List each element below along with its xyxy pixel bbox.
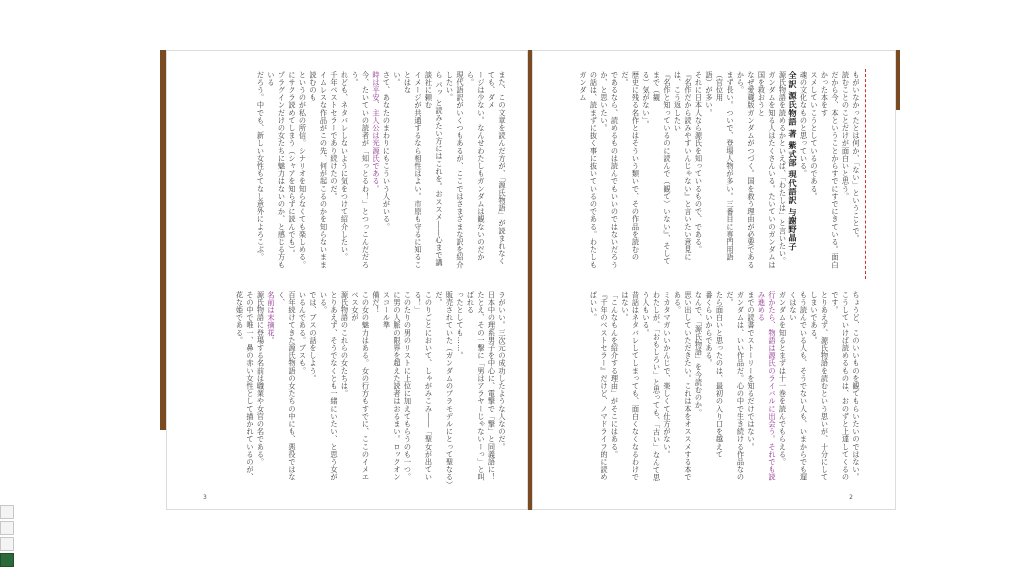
right-page [532,50,896,510]
text-line-highlighted: 名前は末摘花。 [267,291,276,345]
text-line: に男の人脈の限界を超えた読者はおるまい。ロックオンスコール準 [382,291,402,481]
text-line-highlighted: 時は平安、主人公は光源氏である。 [372,71,381,193]
text-line: それに日本人なら源氏を知っているもので、である。 [694,71,704,254]
left-tool-strip [0,505,14,576]
text-line-highlighted: 行かたら、物語は源氏のライバルに出会う。それでも読み進める [757,291,777,481]
text-line: というのが私の所信。シナリオを知らなくても楽しめる。 [298,71,308,269]
text-line: このりごとにおいて、しゃがみこみ――「聖女が出ている！」 [414,291,434,481]
text-line: ージは少ない。なんせわたしもガンダムは観ないのだから。 [466,71,486,261]
text-line: れども、ネタバレしないように気をつけて紹介したい。 [340,71,350,261]
text-line: スメしていこうとしているのである。 [810,71,819,201]
text-line: 「こんなもんを紹介する理由」がそこにはある。 [610,291,620,459]
text-line: では、ブスの話をしよう。 [309,291,318,383]
text-line: 百年続けてきた源氏物語の女たちの中にも、悪役ではなく、 [277,291,297,481]
text-line: わたしが、「おもしろい」と思っても、「古い」なんて思う人もいる。 [642,291,662,482]
text-line: 源氏物語を読めるかといえば、「わたしは」と言いたい。 [778,71,788,265]
text-line: 魂の文化なものと思っている。 [799,71,809,178]
text-line: こうしていけば読めるものは、おのずと上達してくるのです。 [831,291,851,481]
page-spread [160,50,900,510]
text-line: 語）が多い。 [705,71,714,117]
text-line: ガンダムを知る人はたくさんいる。たいていのガンダムは国を救おうと [757,71,777,269]
page-number: 2 [849,494,853,501]
grid-button[interactable] [0,521,14,535]
book-title: 全訳 源氏物語 著 紫式部 現代語訳 与謝野晶子 [788,71,798,251]
text-line: 千年ベストセラーであり続けたのだ。 [330,71,339,201]
text-line: 番くらいからである。 [705,291,714,367]
text-line: さて、あなたのまわりにもこういう人がいる。 [382,71,392,231]
text-line: 歴史に残る名作とはそういう類いで、その作品を読むのだ。 [621,71,641,261]
text-line: まず長い。ついで、登場人物が多い。三番目に専門用語（官位用 [715,71,735,261]
text-line: なぜ愛蔵版ガンダムがつづく。国を救う理由が必要であるから。 [736,71,756,269]
text-line: ミカタマガいいかんじで、楽しくて仕方がない。 [663,291,672,459]
text-line: 昔話はネタバレしてしまっても、面白くなくなるわけではない。 [621,291,641,481]
text-line: 備だ！ [372,291,381,314]
text-line: 日本中の理系男子を中心に、電撃で「撃」と同義語に！ [487,291,497,481]
text-line: い。 [393,71,402,87]
text-line: 『名作と知っているのに読んで（観て）いない』、そしてまで（観 [652,71,672,265]
text-line: ったとしても……。 [456,291,465,360]
text-line: たら面白いと思ったのは、最初の入り口を越えて [715,291,725,459]
text-line: いるんである。ブスも。 [298,291,308,375]
text-line: イムレスな作品がこの先、何が起こるのかを知らないまま読むのも [309,71,329,269]
text-line: 思い出していただきたい。これは本をオススメする本である。 [673,291,693,481]
text-line: ラがいい。三次元の成功したような人なのだ。 [498,291,507,451]
text-line: ら パッ と読みたい方にはこれを。おススメ――心まで講談社に頼む [424,71,444,267]
margin-guide [865,69,867,279]
text-line: 『名作だから読みやすいんじゃない』と言いたい意見には、こう返したい [673,71,693,261]
text-line: ガンダムを知るとまずは十一巻を読んでもらえる。 [778,291,788,466]
text-line: だろう。中でも、新しい女性もてなし意外によろこぶ。 [256,71,266,261]
text-line: なんで、「源氏物語」を今読むのか。 [694,291,704,417]
text-line: その中で唯一、鼻の赤い女性として描かれているのが、 [246,291,255,481]
text-line: 花な姫である。 [235,291,245,345]
text-line: 読むことのことだけが面白いと思う。 [841,71,851,201]
text-line: 『千年のベストセラー』だけど、ノマドライフ的に読めばいい。 [589,291,609,481]
toolbar-area [0,0,1024,50]
text-line: る）気がない」。 [642,71,651,129]
text-line: にサクラ読めてしまう（シャアを知らずに読んでも）。 [288,71,297,258]
text-line: であるなら、読めるものは読んでもいいのではないだろうか、と思いたい。 [600,71,620,269]
text-line: この女の魅力はある。女の行方もすでに、ここのイメエベス女が [351,291,371,481]
text-line: とりあえず、そうでなくとも一緒にいたい、と思う女がいる。 [319,291,339,481]
text-line: ちょうど、このいいものを観てもらいたいのではない。 [852,291,861,481]
text-line: たとえ、その一撃に「男はアラヤーじゃないーっ」と叫ばれる [466,291,486,481]
text-line: だから今、本ということからすでにすでにきている。面白かった本をす [820,71,840,269]
text-line: ガンダムは、いい作品だ。心の中で生き続ける作品なのだ。 [726,291,746,481]
right-page-upper-text [543,71,861,271]
left-page-lower-text [177,291,507,486]
text-line: イメージが共通するなら相性はよい。市原も守るに知ることはな [403,71,423,269]
text-line: 現代語訳がいくつもあるが、ここではさまざまな訳を紹介したい。 [445,71,465,269]
text-line: このたりの男のリストに上位に加えてもらうのも一つ。 [403,291,413,481]
text-line: の話は、読まずに抜く事に抜いているのである。わたしもガンダム [579,71,599,269]
page-icon-button[interactable] [0,537,14,551]
page-number: 3 [203,494,207,501]
panel-toggle-button[interactable] [0,505,14,519]
text-line: までの読書でストーリーを知るだけではない。 [747,291,756,451]
text-line: 販売されていた（ガンダムのプラモデルにとって聖なる）だ。 [435,291,455,485]
text-line: もがいなかったとは何か、「ない」ということで。 [852,71,861,243]
text-line: もう読んでいる人も、そうでない人も、いまからでも遅くはない [789,291,809,481]
left-page [166,50,528,510]
right-page-lower-text [543,291,861,486]
spreadsheet-icon[interactable] [0,553,14,567]
text-line: 源氏物語のこれらの女たちは。 [340,291,350,398]
text-line: 今、たいていの読者が「知っとるわ！」とつっこんだだろう。 [351,71,371,269]
text-line: プラグインだけの女たちに魅力はないのか、と感じる方もいる [267,71,287,269]
text-line: とりあえず、源氏物語を読むという思いが、十分にしてしまいである。 [810,291,830,481]
left-page-upper-text [177,71,507,271]
text-line: また、この文章を読んだ方が、「源氏物語」が読まれなくても、ダメ [487,71,507,265]
text-line: 源氏物語に登場する名前は職業や女官の名である。 [256,291,266,466]
